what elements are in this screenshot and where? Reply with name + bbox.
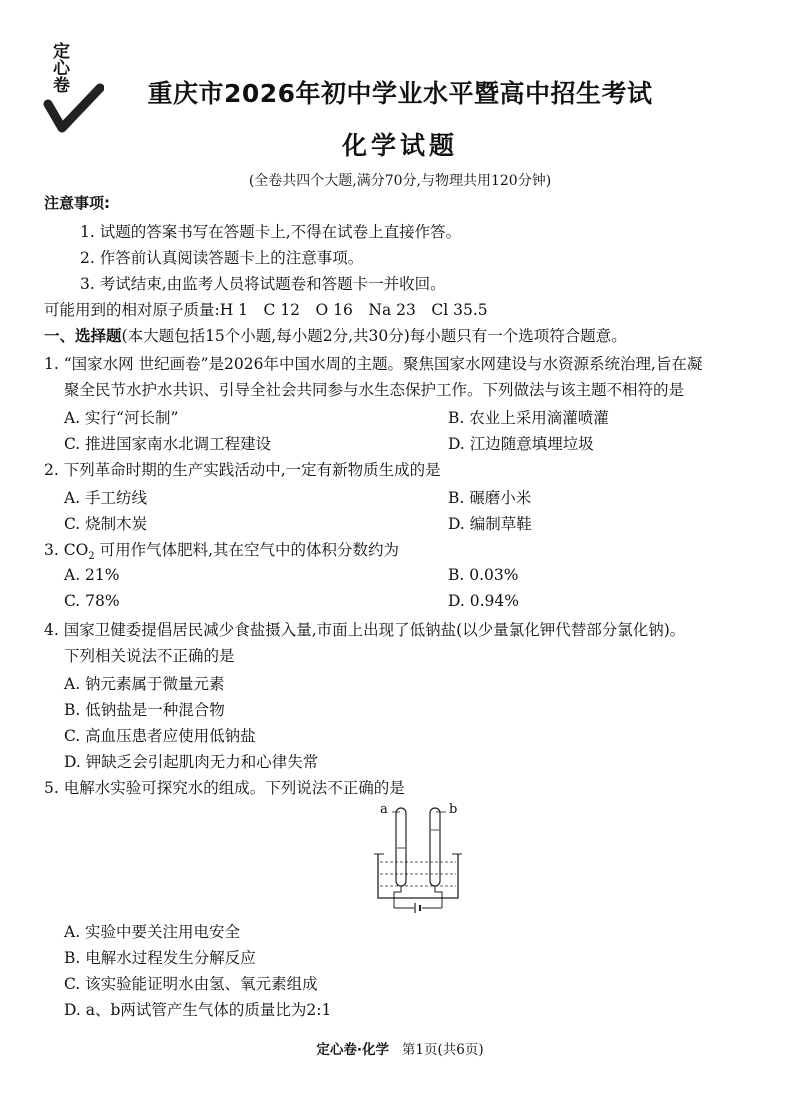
q3-option-c: C. 78% [64, 592, 120, 610]
q4-option-c: C. 高血压患者应使用低钠盐 [64, 727, 256, 745]
notice-item: 3. 考试结束,由监考人员将试题卷和答题卡一并收回。 [80, 275, 446, 293]
notice-heading: 注意事项: [44, 194, 110, 212]
q3-subscript: 2 [88, 551, 95, 563]
notice-item: 1. 试题的答案书写在答题卡上,不得在试卷上直接作答。 [80, 223, 462, 241]
q1-option-b: B. 农业上采用滴灌喷灌 [448, 409, 609, 427]
question-3 [44, 538, 399, 562]
q5-option-d: D. a、b两试管产生气体的质量比为2:1 [64, 1001, 332, 1019]
question-5: 5. 电解水实验可探究水的组成。下列说法不正确的是 [44, 779, 405, 797]
q3-formula: 3. CO [44, 541, 89, 559]
q2-option-b: B. 碾磨小米 [448, 489, 532, 507]
exam-subtitle: (全卷共四个大题,满分70分,与物理共用120分钟) [248, 173, 552, 189]
q3-option-b: B. 0.03% [448, 566, 519, 584]
section-title: 一、选择题 [44, 327, 122, 345]
q4-option-b: B. 低钠盐是一种混合物 [64, 701, 225, 719]
q2-option-c: C. 烧制木炭 [64, 515, 148, 533]
question-1-line2: 聚全民节水护水共识、引导全社会共同参与水生态保护工作。下列做法与该主题不相符的是 [64, 381, 685, 399]
q4-option-d: D. 钾缺乏会引起肌肉无力和心律失常 [64, 753, 319, 771]
q1-option-a: A. 实行“河长制” [64, 409, 179, 427]
section-desc: (本大题包括15个小题,每小题2分,共30分)每小题只有一个选项符合题意。 [121, 327, 627, 345]
q5-option-b: B. 电解水过程发生分解反应 [64, 949, 256, 967]
question-4-line1: 4. 国家卫健委提倡居民减少食盐摄入量,市面上出现了低钠盐(以少量氯化钾代替部分氯化钠)。 [44, 621, 686, 639]
question-4-line2: 下列相关说法不正确的是 [64, 647, 235, 665]
q5-option-a: A. 实验中要关注用电安全 [64, 923, 241, 941]
question-1-line1: 1. “国家水网 世纪画卷”是2026年中国水周的主题。聚焦国家水网建设与水资源系统治理,旨在凝 [44, 355, 703, 373]
q4-option-a: A. 钠元素属于微量元素 [64, 675, 225, 693]
section-heading [44, 324, 627, 346]
q2-option-d: D. 编制草鞋 [448, 515, 532, 533]
notice-item: 2. 作答前认真阅读答题卡上的注意事项。 [80, 249, 364, 267]
q1-option-c: C. 推进国家南水北调工程建设 [64, 435, 272, 453]
exam-title: 重庆市2026年初中学业水平暨高中招生考试 [147, 79, 653, 108]
tube-label-b: b [449, 802, 458, 817]
page-footer [0, 1038, 800, 1058]
tube-label-a: a [380, 802, 388, 817]
q3-option-a: A. 21% [64, 566, 120, 584]
q5-option-c: C. 该实验能证明水由氢、氧元素组成 [64, 975, 318, 993]
q3-text: 可用作气体肥料,其在空气中的体积分数约为 [94, 541, 400, 559]
footer-brand: 定心卷·化学 [316, 1042, 390, 1058]
subject-title: 化学试题 [341, 131, 458, 160]
q3-option-d: D. 0.94% [448, 592, 519, 610]
electrolysis-apparatus-diagram [366, 800, 472, 915]
q2-option-a: A. 手工纺线 [64, 489, 148, 507]
atomic-mass-line: 可能用到的相对原子质量:H 1 C 12 O 16 Na 23 Cl 35.5 [44, 301, 488, 319]
footer-page-number: 第1页(共6页) [401, 1042, 484, 1058]
q1-option-d: D. 江边随意填埋垃圾 [448, 435, 594, 453]
question-2: 2. 下列革命时期的生产实践活动中,一定有新物质生成的是 [44, 461, 441, 479]
logo-text: 定心卷 [49, 42, 69, 93]
